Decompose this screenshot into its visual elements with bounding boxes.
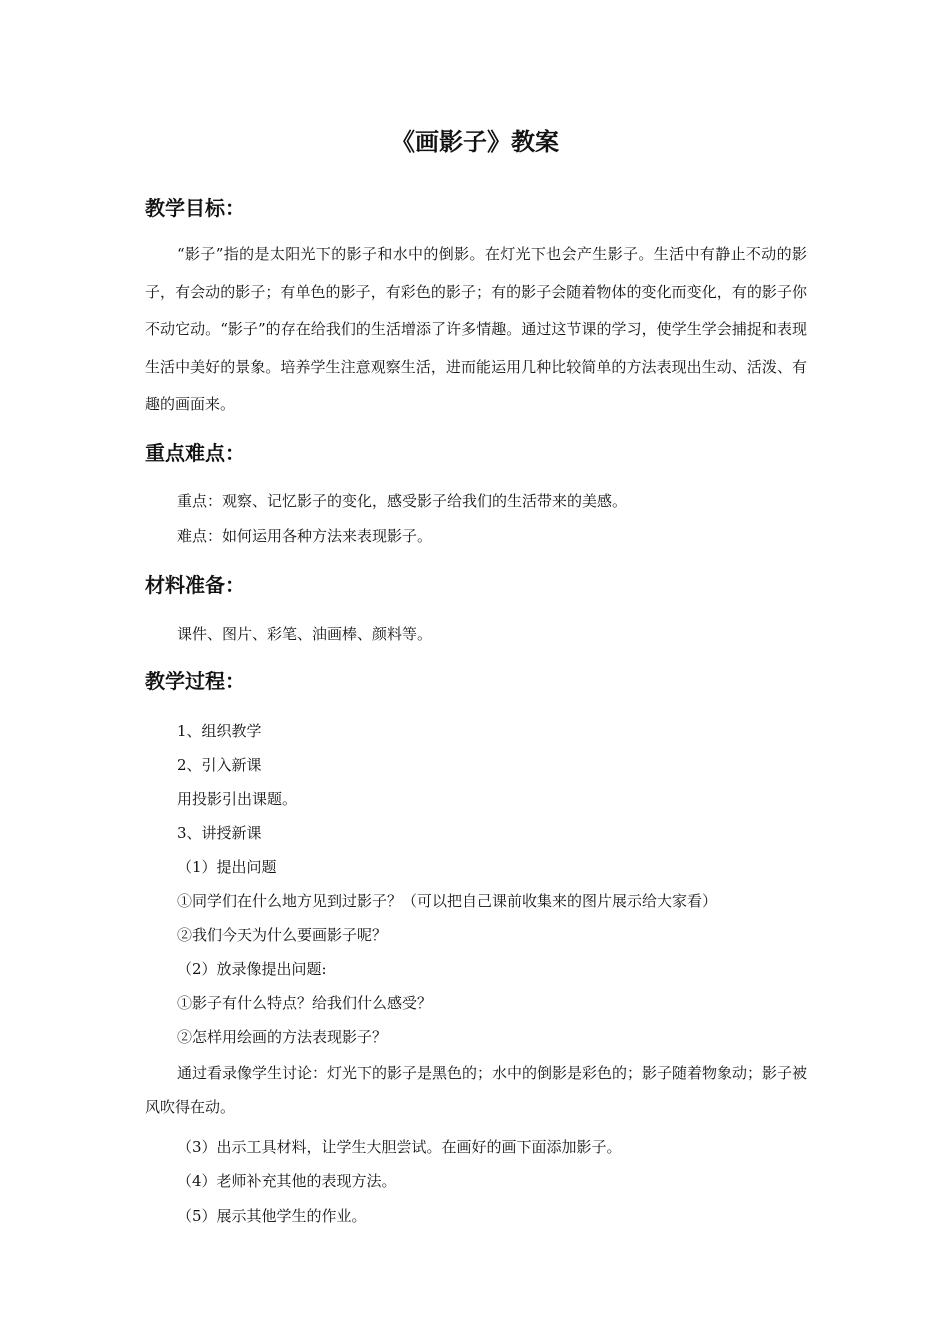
process-line: ②怎样用绘画的方法表现影子？ [177,1028,388,1046]
document-title: 《画影子》教案 [391,128,559,156]
process-line: 1、组织教学 [177,722,262,740]
heading-process: 教学过程： [145,669,245,693]
process-line: 3、讲授新课 [177,824,262,842]
process-line: （1）提出问题 [177,858,277,876]
process-line: ②我们今天为什么要画影子呢？ [177,926,388,944]
heading-objectives: 教学目标： [145,196,245,220]
process-line: ①影子有什么特点？给我们什么感受？ [177,994,433,1012]
heading-key-points: 重点难点： [145,441,245,465]
process-line: 用投影引出课题。 [177,790,298,808]
process-line: （2）放录像提出问题: [177,960,327,978]
objectives-paragraph: “影子”指的是太阳光下的影子和水中的倒影。在灯光下也会产生影子。生活中有静止不动的影子，有会动的影子；有单色的影子，有彩色的影子；有的影子会随着物体的变化而变化，有的影子你不动它动。“影子”的存在给我们的生活增添了许多情趣。通过这节课的学习，使学生学会捕捉和表现生活中美好的景象。培养学生注意观察生活，进而能运用几种比较简单的方法表现出生动、活泼、有趣的画面来。 [145,245,807,413]
heading-materials: 材料准备： [145,573,245,597]
process-line: （3）出示工具材料，让学生大胆尝试。在画好的画下面添加影子。 [177,1138,622,1156]
process-line: 2、引入新课 [177,756,262,774]
process-discussion-paragraph: 通过看录像学生讨论：灯光下的影子是黑色的；水中的倒影是彩色的；影子随着物象动；影子被风吹得在动。 [145,1064,808,1116]
process-line: ①同学们在什么地方见到过影子？（可以把自己课前收集来的图片展示给大家看） [177,892,718,910]
materials-text: 课件、图片、彩笔、油画棒、颜料等。 [177,625,433,643]
key-point-focus: 重点：观察、记忆影子的变化，感受影子给我们的生活带来的美感。 [177,492,628,510]
key-point-difficulty: 难点：如何运用各种方法来表现影子。 [177,527,433,545]
process-line: （5）展示其他学生的作业。 [177,1207,367,1225]
process-line: （4）老师补充其他的表现方法。 [177,1172,397,1190]
